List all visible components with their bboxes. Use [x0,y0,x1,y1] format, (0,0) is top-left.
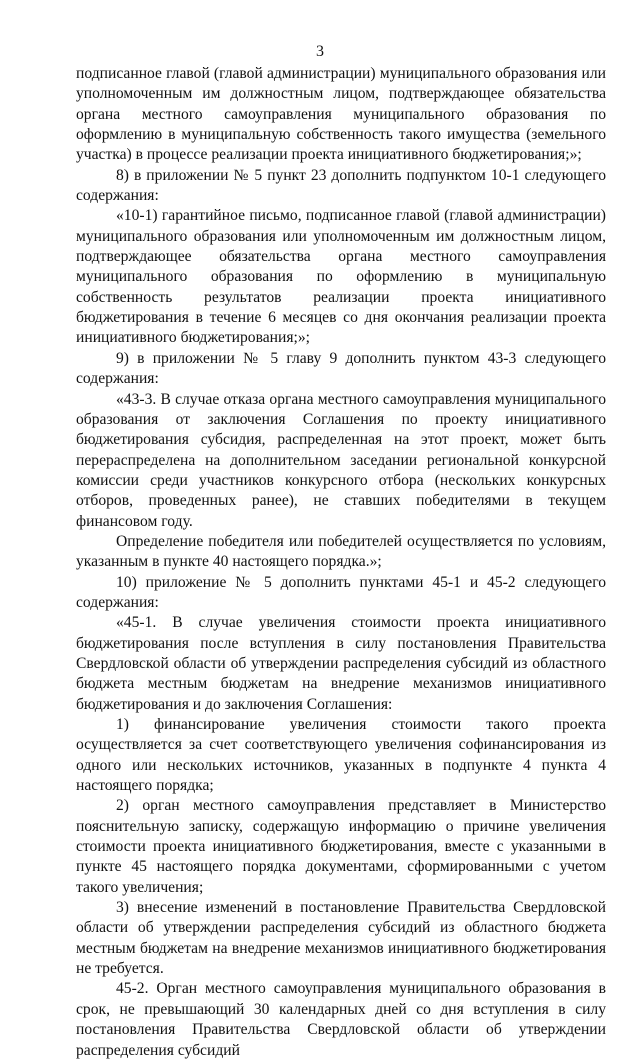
paragraph-winner-definition: Определение победителя или победителей осуществляется по условиям, указанным в пункте 40 настоящего порядка.»; [76,532,606,571]
paragraph-continuation: подписанное главой (главой администрации) муниципального образования или уполномоченным им должностным лицом, подтверждающее обязательства органа местного самоуправления муниципального образования по оформлению в муниципальную собственность такого имущества (земельного участка) в процессе реализации проекта инициативного бюджетирования;»; [76,65,606,164]
document-body [76,64,606,1061]
paragraph-point-43-3: «43-3. В случае отказа органа местного самоуправления муниципального образования от заключения Соглашения по проекту инициативного бюджетирования субсидия, распределенная на этот проект, может быть перераспределена на дополнительном заседании региональной конкурсной комиссии среди участников конкурсного отбора (нескольких конкурсных отборов, проведенных ранее), не ставших победителями в текущем финансовом году. [76,390,606,530]
page-number: 3 [316,43,324,60]
paragraph-point-45-2: 45-2. Орган местного самоуправления муниципального образования в срок, не превышающий 30 календарных дней со дня вступления в силу постановления Правительства Свердловской области об утверждении распределения субсидий [76,980,606,1059]
paragraph-item-8: 8) в приложении № 5 пункт 23 дополнить подпунктом 10-1 следующего содержания: [76,166,606,205]
paragraph-point-45-1: «45-1. В случае увеличения стоимости проекта инициативного бюджетирования после вступления в силу постановления Правительства Свердловской области об утверждении распределения субсидий из областного бюджета местным бюджетам на внедрение механизмов инициативного бюджетирования и до заключения Соглашения: [76,614,606,713]
paragraph-item-10: 10) приложение № 5 дополнить пунктами 45-1 и 45-2 следующего содержания: [76,573,606,611]
paragraph-subpoint-10-1: «10-1) гарантийное письмо, подписанное главой (главой администрации) муниципального образования или уполномоченным им должностным лицом, подтверждающее обязательства органа местного самоуправления муниципального образования по оформлению в муниципальную собственность результатов реализации проекта инициативного бюджетирования в течение 6 месяцев со дня окончания реализации проекта инициативного бюджетирования;»; [76,207,606,347]
paragraph-subitem-1: 1) финансирование увеличения стоимости такого проекта осуществляется за счет соответствующего увеличения софинансирования из одного или нескольких источников, указанных в подпункте 4 пункта 4 настоящего порядка; [76,716,606,795]
paragraph-subitem-2: 2) орган местного самоуправления представляет в Министерство пояснительную записку, содержащую информацию о причине увеличения стоимости проекта инициативного бюджетирования, вместе с указанными в пункте 45 настоящего порядка документами, сформированными с учетом такого увеличения; [76,797,606,896]
paragraph-subitem-3: 3) внесение изменений в постановление Правительства Свердловской области об утверждении распределения субсидий из областного бюджета местным бюджетам на внедрение механизмов инициативного бюджетирования не требуется. [76,899,606,978]
paragraph-item-9: 9) в приложении № 5 главу 9 дополнить пунктом 43-3 следующего содержания: [76,349,606,388]
